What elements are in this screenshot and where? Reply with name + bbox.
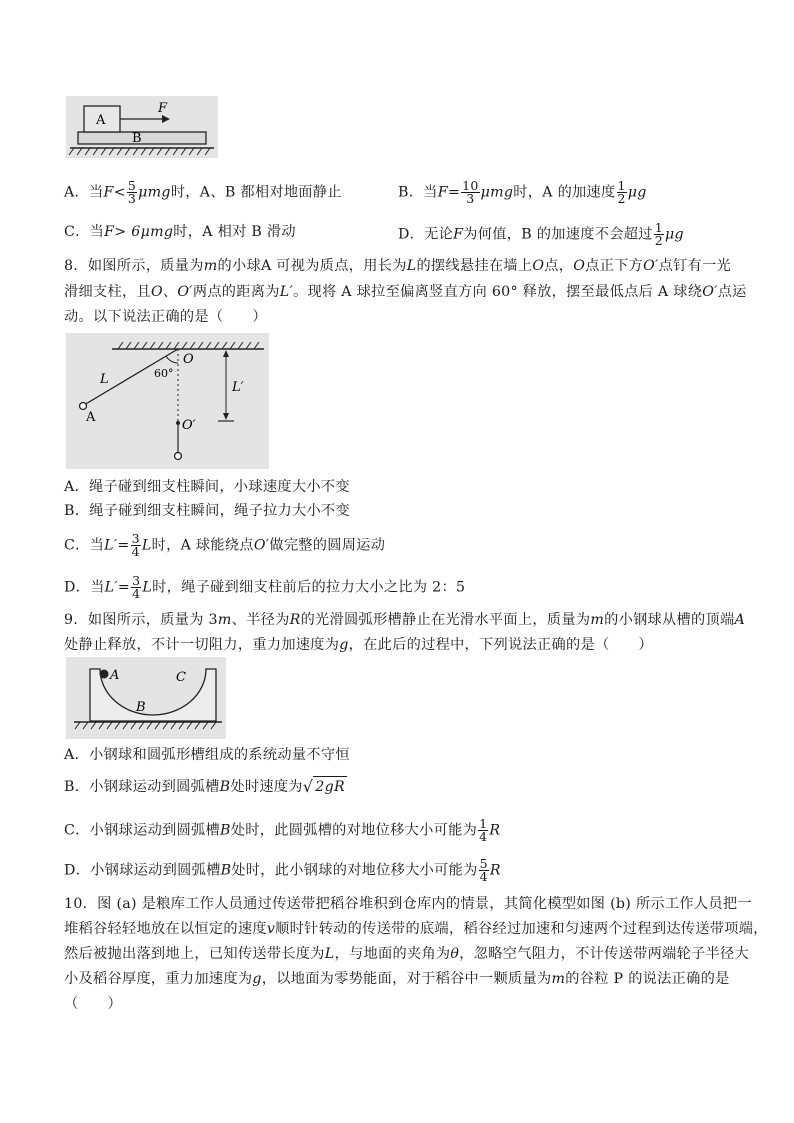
fraction: $\frac{5}{4}$ — [479, 856, 488, 884]
sqrt-sign: √ — [302, 777, 314, 796]
q7-option-d[interactable]: D．无论F为何值，B 的加速度不会超过 $\frac{1}{2}$ μg — [398, 220, 684, 248]
label-a: A — [110, 668, 120, 683]
q9-stem-line-2: 处静止释放，不计一切阻力，重力加速度为g，在此后的过程中，下列说法正确的是（ ） — [64, 637, 653, 653]
figure-blocks — [66, 96, 218, 158]
q10-line-5: （ ） — [64, 996, 122, 1012]
label-f: F — [158, 101, 168, 116]
q9-option-c[interactable]: C．小钢球运动到圆弧槽B处时，此圆弧槽的对地位移大小可能为 $\frac{1}{4}$ R — [64, 816, 501, 844]
fraction: $\frac{3}{4}$ — [131, 531, 140, 559]
blocks-diagram — [66, 96, 218, 158]
q8-stem-line-2: 滑细支柱，且O、O′两点的距离为L′。现将 A 球拉至偏离竖直方向 60° 释放，摆至最低点后 A 球绕O′点运 — [64, 284, 747, 300]
figure-pendulum — [66, 333, 269, 469]
fraction: $\frac{1}{2}$ — [617, 178, 626, 206]
q10-line-3: 然后被抛出落到地上，已知传送带长度为L，与地面的夹角为θ，忽略空气阻力，不计传送带两端轮子半径大 — [64, 946, 750, 962]
q10-line-4: 小及稻谷厚度，重力加速度为g，以地面为零势能面，对于稻谷中一颗质量为m的谷粒 P 的说法正确的是 — [64, 971, 730, 987]
pendulum-diagram — [66, 333, 269, 469]
q9-option-b[interactable]: B．小钢球运动到圆弧槽B处时速度为√ 2gR — [64, 777, 345, 796]
q7-option-b[interactable]: B．当F= $\frac{10}{3}$ μmg时，A 的加速度 $\frac{1}{2}$ μg — [398, 178, 647, 206]
fraction: $\frac{5}{3}$ — [127, 178, 137, 206]
trough-diagram — [66, 657, 226, 739]
q9-stem-line-1: 9．如图所示，质量为 3m、半径为R的光滑圆弧形槽静止在光滑水平面上，质量为m的小钢球从槽的顶端A — [64, 612, 746, 628]
label-c: C — [176, 670, 186, 685]
label-a: A — [86, 410, 96, 425]
q9-option-a[interactable]: A．小钢球和圆弧形槽组成的系统动量不守恒 — [64, 747, 350, 763]
label-o: O — [183, 352, 194, 367]
q10-line-1: 10．图 (a) 是粮库工作人员通过传送带把稻谷堆积到仓库内的情景，其简化模型如图 (b) 所示工作人员把一 — [64, 896, 752, 912]
q8-option-d[interactable]: D．当L′= $\frac{3}{4}$ L时，绳子碰到细支柱前后的拉力大小之比为 2：5 — [64, 573, 466, 601]
q7-option-c[interactable]: C．当F> 6μmg时，A 相对 B 滑动 — [64, 224, 296, 240]
q10-line-2: 堆稻谷轻轻地放在以恒定的速度v顺时针转动的传送带的底端，稻谷经过加速和匀速两个过程到达传送带项端， — [64, 921, 768, 937]
label-o-prime: O′ — [182, 418, 196, 433]
fraction: $\frac{3}{4}$ — [132, 573, 141, 601]
fraction: $\frac{1}{2}$ — [654, 220, 663, 248]
label-angle: 60° — [154, 367, 174, 380]
q8-stem-line-1: 8．如图所示，质量为m的小球A 可视为质点，用长为L的摆线悬挂在墙上O点，O点正下方O′点钉有一光 — [64, 258, 732, 274]
figure-arc-trough — [66, 657, 226, 739]
label-a: A — [96, 113, 106, 128]
q9-option-d[interactable]: D．小钢球运动到圆弧槽B处时，此小钢球的对地位移大小可能为 $\frac{5}{4}$ R — [64, 856, 501, 884]
label-l-prime: L′ — [232, 380, 244, 395]
label-l: L — [100, 372, 109, 387]
q8-option-b[interactable]: B．绳子碰到细支柱瞬间，绳子拉力大小不变 — [64, 503, 350, 519]
q8-option-c[interactable]: C．当L′= $\frac{3}{4}$ L时，A 球能绕点O′做完整的圆周运动 — [64, 531, 386, 559]
fraction: $\frac{1}{4}$ — [479, 816, 488, 844]
fraction: $\frac{10}{3}$ — [462, 178, 479, 206]
q8-option-a[interactable]: A．绳子碰到细支柱瞬间，小球速度大小不变 — [64, 479, 350, 495]
q7-option-a[interactable]: A．当F< $\frac{5}{3}$ μmg时，A、B 都相对地面静止 — [64, 178, 342, 206]
label-b: B — [132, 131, 142, 146]
label-b: B — [136, 700, 146, 715]
q8-stem-line-3: 动。以下说法正确的是（ ） — [64, 309, 267, 325]
